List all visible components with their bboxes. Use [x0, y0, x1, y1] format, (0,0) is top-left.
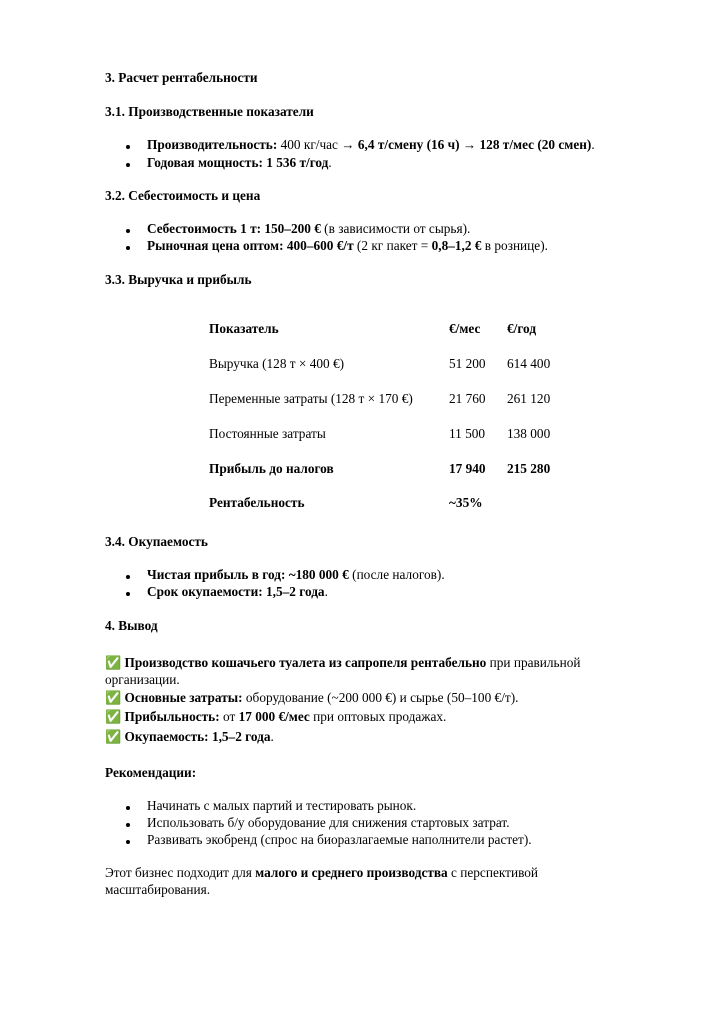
table-header-month: €/мес	[449, 321, 481, 337]
table-row	[203, 416, 573, 451]
table-row-profitability	[203, 486, 573, 521]
check-item-rentable-line2	[105, 672, 180, 688]
list-item: Развивать экобренд (спрос на биоразлагаемые наполнители растет).	[147, 832, 532, 847]
bullet-icon	[126, 806, 130, 810]
row-month-value: 21 760	[449, 390, 486, 406]
label-productivity: Производительность:	[147, 137, 278, 152]
text-conclusion-cont: при правильной	[486, 655, 581, 670]
table-header-row	[203, 312, 573, 347]
row-label: Прибыль до налогов	[209, 460, 334, 476]
label-cost-per-ton: Себестоимость 1 т: 150–200 €	[147, 221, 321, 236]
list-item-payback	[147, 584, 328, 600]
text-period: .	[328, 155, 332, 170]
section-3-heading	[105, 70, 258, 86]
list-item-productivity	[147, 137, 595, 153]
check-icon: ✅	[105, 656, 122, 671]
check-item-rentable	[105, 655, 580, 672]
text-after-tax: (после налогов).	[348, 567, 445, 582]
label-profitability: Прибыльность:	[124, 709, 220, 724]
text-period: .	[324, 584, 328, 599]
value-per-shift: 6,4 т/смену (16 ч)	[357, 137, 460, 152]
label-market-price: Рыночная цена оптом: 400–600 €/т	[147, 238, 354, 253]
text-retail-note: в рознице).	[481, 238, 548, 253]
value-retail-price: 0,8–1,2 €	[431, 238, 482, 253]
bullet-icon	[126, 840, 130, 844]
row-label: Постоянные затраты	[209, 425, 326, 441]
table-header-indicator: Показатель	[209, 321, 279, 337]
row-label: Рентабельность	[209, 495, 305, 511]
table-row-profit	[203, 451, 573, 486]
bullet-icon	[126, 229, 130, 233]
section-3-2-heading	[105, 188, 260, 204]
recommendations-heading	[105, 765, 196, 781]
label-payback-conclusion: Окупаемость: 1,5–2 года	[124, 729, 271, 744]
conclusion-highlight: малого и среднего производства	[255, 865, 448, 880]
conclusion-text-line2: масштабирования.	[105, 882, 211, 897]
text-organization: организации.	[105, 672, 180, 687]
text-main-costs: оборудование (~200 000 €) и сырье (50–100 €/т).	[242, 690, 519, 705]
section-3-4-title: 3.4. Окупаемость	[105, 534, 208, 549]
row-year-value: 614 400	[507, 356, 551, 372]
text-package-note: (2 кг пакет =	[353, 238, 432, 253]
section-3-3-heading	[105, 272, 252, 288]
conclusion-paragraph	[105, 865, 538, 881]
value-per-month: 128 т/мес (20 смен)	[479, 137, 592, 152]
conclusion-text-end: с перспективой	[447, 865, 539, 880]
list-item: Использовать б/у оборудование для снижения стартовых затрат.	[147, 815, 510, 830]
section-3-4-heading	[105, 534, 208, 550]
text-cost-note: (в зависимости от сырья).	[320, 221, 471, 236]
check-icon: ✅	[105, 710, 122, 725]
text-period: .	[591, 137, 595, 152]
list-item-cost	[147, 221, 470, 237]
conclusion-text-start: Этот бизнес подходит для	[105, 865, 256, 880]
label-main-costs: Основные затраты:	[124, 690, 243, 705]
section-3-3-title: 3.3. Выручка и прибыль	[105, 272, 252, 287]
section-3-1-heading	[105, 104, 314, 120]
table-row	[203, 347, 573, 382]
row-month-value: 11 500	[449, 425, 486, 441]
section-3-2-title: 3.2. Себестоимость и цена	[105, 188, 261, 203]
row-label: Переменные затраты (128 т × 170 €)	[209, 390, 413, 406]
check-item-payback	[105, 729, 274, 746]
bullet-icon	[126, 823, 130, 827]
conclusion-rentable: Производство кошачьего туалета из сапропеля рентабельно	[124, 655, 487, 670]
text-period: .	[270, 729, 274, 744]
row-month-value: ~35%	[449, 495, 483, 511]
row-month-value: 51 200	[449, 356, 486, 372]
check-icon: ✅	[105, 730, 122, 745]
revenue-profit-table	[203, 312, 573, 521]
section-4-heading	[105, 618, 158, 634]
bullet-icon	[126, 592, 130, 596]
check-icon: ✅	[105, 691, 122, 706]
list-item: Начинать с малых партий и тестировать рынок.	[147, 798, 417, 813]
value-monthly-profit: 17 000 €/мес	[238, 709, 310, 724]
check-item-profitability	[105, 709, 446, 726]
conclusion-paragraph-line2	[105, 882, 210, 898]
bullet-icon	[126, 575, 130, 579]
check-item-costs	[105, 690, 518, 707]
row-year-value: 215 280	[507, 460, 551, 476]
row-year-value: 261 120	[507, 390, 551, 406]
list-item-net-profit	[147, 567, 445, 583]
list-item-market-price	[147, 238, 548, 254]
bullet-icon	[126, 246, 130, 250]
label-payback: Срок окупаемости: 1,5–2 года	[147, 584, 325, 599]
row-month-value: 17 940	[449, 460, 486, 476]
text-wholesale: при оптовых продажах.	[309, 709, 447, 724]
recommendations-title: Рекомендации:	[105, 765, 197, 780]
bullet-icon	[126, 145, 130, 149]
table-row	[203, 382, 573, 417]
label-net-profit: Чистая прибыль в год: ~180 000 €	[147, 567, 349, 582]
section-3-1-title: 3.1. Производственные показатели	[105, 104, 314, 119]
text-from: от	[219, 709, 239, 724]
list-item-annual-capacity	[147, 155, 332, 171]
bullet-icon	[126, 163, 130, 167]
table-header-year: €/год	[507, 321, 537, 337]
row-label: Выручка (128 т × 400 €)	[209, 356, 345, 372]
section-4-title: 4. Вывод	[105, 618, 158, 633]
row-year-value: 138 000	[507, 425, 551, 441]
section-3-title: 3. Расчет рентабельности	[105, 70, 258, 85]
text-arrow: →	[459, 137, 480, 152]
text-productivity-rate: 400 кг/час →	[277, 137, 358, 152]
label-annual-capacity: Годовая мощность: 1 536 т/год	[147, 155, 329, 170]
